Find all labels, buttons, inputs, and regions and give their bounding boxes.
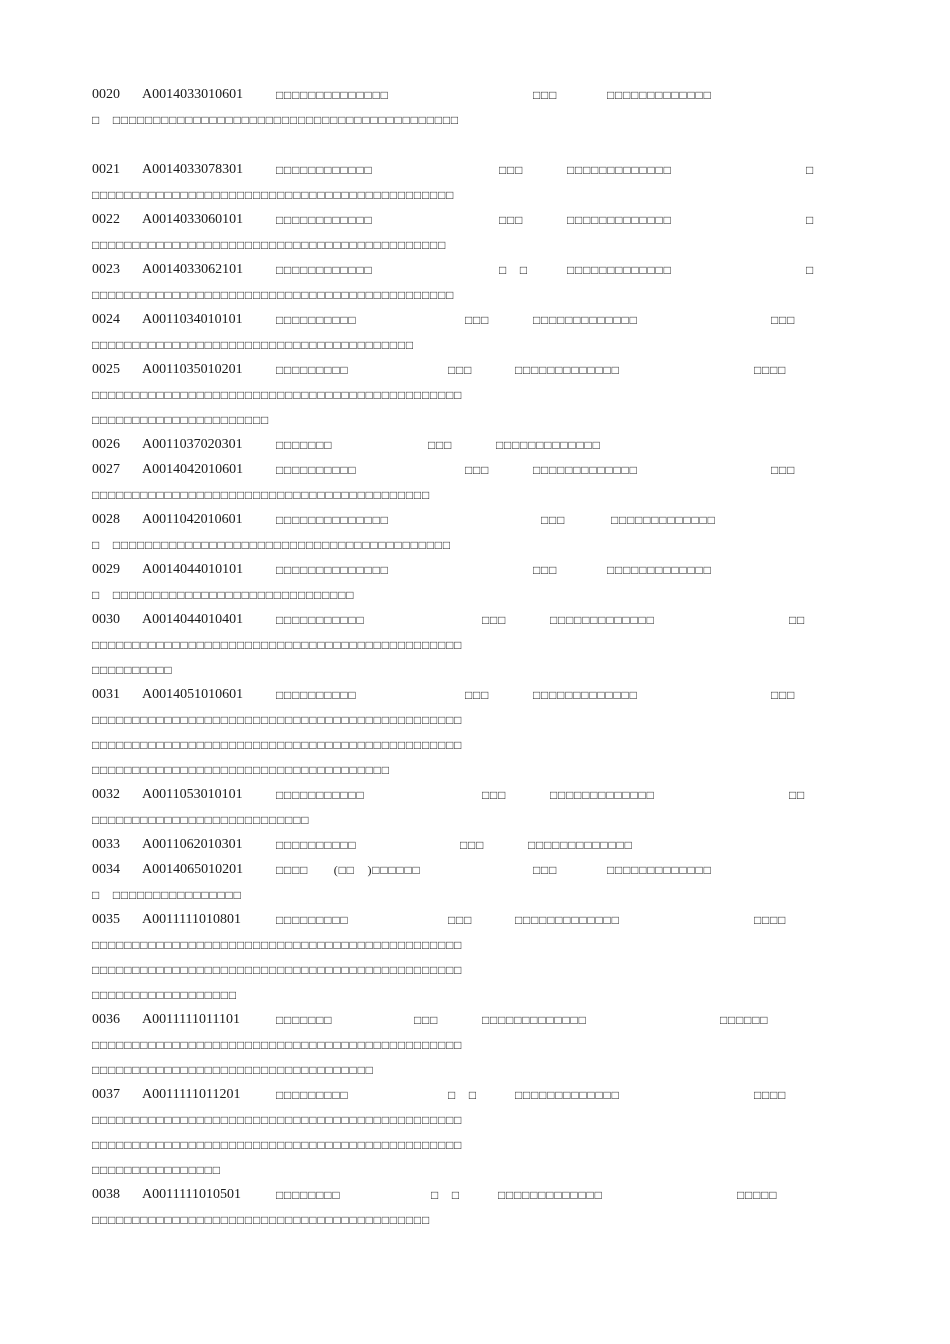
- record-name: □□□□□□□: [276, 1013, 333, 1027]
- record-tail: □: [806, 213, 815, 227]
- record-name: □□□□□□□□□: [276, 1088, 349, 1102]
- record-tail: □: [806, 163, 815, 177]
- record-continuation-text: □□□□□□□□□□□□□□□□□□□□□□□□□□□□□□□□□□□□□□□□□□□□□□: [92, 388, 463, 402]
- record-line: [92, 1084, 822, 1106]
- record-continuation-text: □□□□□□□□□□□□□□□□□□□□□□□□□□□□□□□□□□□□□□□□□□□□□□: [92, 963, 463, 977]
- record-name: □□□□□□□□□□□: [276, 788, 365, 802]
- record-continuation-line: [92, 584, 822, 606]
- record-tail: □□□□: [754, 1088, 787, 1102]
- record-unit: □□□: [533, 863, 558, 877]
- record-continuation-line: [92, 659, 822, 681]
- record-description: □□□□□□□□□□□□□: [607, 88, 712, 102]
- record-continuation-text: □□□□□□□□□□□□□□□□□□□□□□□□□□□□□□□□□□□□□□□□□□: [92, 488, 431, 502]
- record-line: [92, 909, 822, 931]
- record-code: A0014044010101: [142, 562, 244, 577]
- record-description: □□□□□□□□□□□□□: [550, 613, 655, 627]
- record-code: A0011034010101: [142, 312, 243, 327]
- record-name: □□□□□□□□□: [276, 913, 349, 927]
- record-continuation-text: □□□□□□□□□□□□□□□□□□□□□□□□□□□□□□□□□□□□□□□□□□□□: [92, 238, 447, 252]
- record-continuation-text: □□□□□□□□□□□□□□□□□□□□□□□□□□□□□□□□□□□□□□□□□□□□□□: [92, 1113, 463, 1127]
- record-description: □□□□□□□□□□□□□: [611, 513, 716, 527]
- record-unit: □□□: [533, 88, 558, 102]
- record-name: □□□□□□□□: [276, 1188, 341, 1202]
- record-continuation-text: □□□□□□□□□□□□□□□□□□□□□□□□□□□□□□□□□□□□□: [92, 763, 390, 777]
- record-line: [92, 84, 822, 106]
- record-name: □□□□ (□□ )□□□□□□: [276, 863, 421, 877]
- record-continuation-line: [92, 934, 822, 956]
- record-name: □□□□□□□□□□□□: [276, 263, 373, 277]
- record-tail: □□□□□□: [720, 1013, 769, 1027]
- record-unit: □ □: [499, 263, 528, 277]
- record-description: □□□□□□□□□□□□□: [515, 1088, 620, 1102]
- record-number: 0034: [92, 862, 120, 877]
- record-continuation-line: [92, 284, 822, 306]
- record-unit: □ □: [431, 1188, 460, 1202]
- record-name: □□□□□□□□□□: [276, 838, 357, 852]
- record-unit: □□□: [448, 913, 473, 927]
- record-number: 0032: [92, 787, 120, 802]
- record-continuation-line: [92, 184, 822, 206]
- record-description: □□□□□□□□□□□□□: [533, 313, 638, 327]
- record-number: 0027: [92, 462, 120, 477]
- record-description: □□□□□□□□□□□□□: [607, 563, 712, 577]
- record-code: A0014033062101: [142, 262, 244, 277]
- record-tail: □□□: [771, 688, 796, 702]
- record-number: 0031: [92, 687, 120, 702]
- record-continuation-text: □□□□□□□□□□□□□□□□□□: [92, 988, 237, 1002]
- record-tail: □□□□□: [737, 1188, 778, 1202]
- record-description: □□□□□□□□□□□□□: [482, 1013, 587, 1027]
- record-unit: □□□: [460, 838, 485, 852]
- record-tail: □□: [789, 788, 806, 802]
- record-continuation-text: □□□□□□□□□□□□□□□□□□□□□□□□□□□□□□□□□□□□□□□□: [92, 338, 414, 352]
- record-line: [92, 309, 822, 331]
- record-description: □□□□□□□□□□□□□: [550, 788, 655, 802]
- record-name: □□□□□□□□□□: [276, 313, 357, 327]
- record-number: 0037: [92, 1087, 120, 1102]
- record-continuation-text: □□□□□□□□□□□□□□□□□□□□□□□□□□□□□□□□□□□: [92, 1063, 374, 1077]
- record-code: A0011111011101: [142, 1012, 240, 1027]
- record-unit: □□□: [499, 163, 524, 177]
- record-continuation-line: [92, 409, 822, 431]
- record-description: □□□□□□□□□□□□□: [528, 838, 633, 852]
- record-continuation-text: □□□□□□□□□□□□□□□□□□□□□□□□□□□□□□□□□□□□□□□□□□□□□□: [92, 1138, 463, 1152]
- record-code: A0014033078301: [142, 162, 244, 177]
- record-number: 0026: [92, 437, 120, 452]
- record-continuation-text: □□□□□□□□□□□□□□□□□□□□□□□□□□□□□□□□□□□□□□□□□□□□□□: [92, 638, 463, 652]
- record-description: □□□□□□□□□□□□□: [496, 438, 601, 452]
- record-line: [92, 359, 822, 381]
- record-number: 0028: [92, 512, 120, 527]
- record-code: A0011111010801: [142, 912, 242, 927]
- record-code: A0011111011201: [142, 1087, 241, 1102]
- record-continuation-line: [92, 709, 822, 731]
- record-number: 0035: [92, 912, 120, 927]
- record-number: 0020: [92, 87, 120, 102]
- record-continuation-line: [92, 959, 822, 981]
- record-tail: □: [806, 263, 815, 277]
- record-continuation-text: □□□□□□□□□□□□□□□□□□□□□□□□□□□□□□□□□□□□□□□□□□: [92, 1213, 431, 1227]
- record-name: □□□□□□□□□□□□□□: [276, 563, 389, 577]
- record-code: A0011062010301: [142, 837, 243, 852]
- record-description: □□□□□□□□□□□□□: [515, 913, 620, 927]
- record-code: A0014065010201: [142, 862, 244, 877]
- record-description: □□□□□□□□□□□□□: [607, 863, 712, 877]
- record-continuation-line: [92, 884, 822, 906]
- record-continuation-line: [92, 634, 822, 656]
- record-continuation-text: □ □□□□□□□□□□□□□□□□□□□□□□□□□□□□□□□□□□□□□□□□□□□: [92, 113, 459, 127]
- record-line: [92, 509, 822, 531]
- record-code: A0014033010601: [142, 87, 244, 102]
- record-unit: □□□: [482, 788, 507, 802]
- record-continuation-text: □ □□□□□□□□□□□□□□□□□□□□□□□□□□□□□□: [92, 588, 355, 602]
- record-continuation-text: □□□□□□□□□□□□□□□□□□□□□□□□□□□□□□□□□□□□□□□□□□□□□: [92, 188, 455, 202]
- record-line: [92, 559, 822, 581]
- record-code: A0011053010101: [142, 787, 243, 802]
- record-number: 0030: [92, 612, 120, 627]
- record-unit: □□□: [465, 463, 490, 477]
- record-line: [92, 784, 822, 806]
- record-unit: □□□: [499, 213, 524, 227]
- record-name: □□□□□□□□□□□□: [276, 163, 373, 177]
- record-line: [92, 609, 822, 631]
- record-continuation-line: [92, 809, 822, 831]
- record-number: 0023: [92, 262, 120, 277]
- record-name: □□□□□□□□□□□□□□: [276, 513, 389, 527]
- record-line: [92, 859, 822, 881]
- record-number: 0024: [92, 312, 120, 327]
- record-code: A0014051010601: [142, 687, 244, 702]
- record-code: A0011042010601: [142, 512, 243, 527]
- record-code: A0014042010601: [142, 462, 244, 477]
- record-continuation-line: [92, 1159, 822, 1181]
- record-unit: □□□: [448, 363, 473, 377]
- record-continuation-line: [92, 984, 822, 1006]
- record-continuation-text: □□□□□□□□□□□□□□□□: [92, 1163, 221, 1177]
- record-unit: □□□: [465, 313, 490, 327]
- record-line: [92, 434, 822, 456]
- record-continuation-text: □ □□□□□□□□□□□□□□□□□□□□□□□□□□□□□□□□□□□□□□□□□□: [92, 538, 451, 552]
- record-line: [92, 159, 822, 181]
- record-continuation-line: [92, 234, 822, 256]
- record-continuation-line: [92, 1134, 822, 1156]
- record-continuation-line: [92, 1059, 822, 1081]
- record-code: A0014044010401: [142, 612, 244, 627]
- record-unit: □□□: [428, 438, 453, 452]
- record-name: □□□□□□□: [276, 438, 333, 452]
- record-continuation-line: [92, 334, 822, 356]
- record-unit: □□□: [465, 688, 490, 702]
- record-unit: □□□: [541, 513, 566, 527]
- record-line: [92, 1009, 822, 1031]
- record-description: □□□□□□□□□□□□□: [533, 688, 638, 702]
- record-description: □□□□□□□□□□□□□: [515, 363, 620, 377]
- record-number: 0038: [92, 1187, 120, 1202]
- record-name: □□□□□□□□□□: [276, 463, 357, 477]
- record-tail: □□□□: [754, 363, 787, 377]
- record-continuation-text: □□□□□□□□□□□□□□□□□□□□□□□□□□□□□□□□□□□□□□□□□□□□□: [92, 288, 455, 302]
- record-continuation-line: [92, 1109, 822, 1131]
- record-name: □□□□□□□□□□□: [276, 613, 365, 627]
- record-number: 0022: [92, 212, 120, 227]
- record-continuation-line: [92, 1034, 822, 1056]
- record-unit: □□□: [414, 1013, 439, 1027]
- record-unit: □□□: [533, 563, 558, 577]
- record-line: [92, 459, 822, 481]
- record-number: 0033: [92, 837, 120, 852]
- record-number: 0021: [92, 162, 120, 177]
- record-continuation-line: [92, 1209, 822, 1231]
- record-continuation-line: [92, 384, 822, 406]
- record-continuation-line: [92, 534, 822, 556]
- record-description: □□□□□□□□□□□□□: [498, 1188, 603, 1202]
- record-continuation-text: □ □□□□□□□□□□□□□□□□: [92, 888, 242, 902]
- record-continuation-line: [92, 734, 822, 756]
- record-line: [92, 259, 822, 281]
- record-continuation-text: □□□□□□□□□□□□□□□□□□□□□□□□□□□□□□□□□□□□□□□□□□□□□□: [92, 1038, 463, 1052]
- record-description: □□□□□□□□□□□□□: [567, 163, 672, 177]
- record-unit: □□□: [482, 613, 507, 627]
- record-tail: □□□□: [754, 913, 787, 927]
- record-description: □□□□□□□□□□□□□: [567, 263, 672, 277]
- record-continuation-text: □□□□□□□□□□□□□□□□□□□□□□□□□□□□□□□□□□□□□□□□□□□□□□: [92, 738, 463, 752]
- record-name: □□□□□□□□□□□□□□: [276, 88, 389, 102]
- record-line: [92, 684, 822, 706]
- record-name: □□□□□□□□□: [276, 363, 349, 377]
- record-continuation-line: [92, 109, 822, 131]
- record-code: A0011035010201: [142, 362, 243, 377]
- record-tail: □□□: [771, 463, 796, 477]
- record-line: [92, 834, 822, 856]
- record-continuation-text: □□□□□□□□□□□□□□□□□□□□□□: [92, 413, 270, 427]
- record-continuation-text: □□□□□□□□□□□□□□□□□□□□□□□□□□□□□□□□□□□□□□□□□□□□□□: [92, 938, 463, 952]
- record-description: □□□□□□□□□□□□□: [567, 213, 672, 227]
- record-number: 0029: [92, 562, 120, 577]
- record-continuation-text: □□□□□□□□□□: [92, 663, 173, 677]
- record-name: □□□□□□□□□□: [276, 688, 357, 702]
- record-continuation-text: □□□□□□□□□□□□□□□□□□□□□□□□□□□□□□□□□□□□□□□□□□□□□□: [92, 713, 463, 727]
- record-code: A0011037020301: [142, 437, 243, 452]
- record-description: □□□□□□□□□□□□□: [533, 463, 638, 477]
- record-code: A0011111010501: [142, 1187, 242, 1202]
- record-name: □□□□□□□□□□□□: [276, 213, 373, 227]
- record-line: [92, 1184, 822, 1206]
- record-number: 0025: [92, 362, 120, 377]
- record-continuation-line: [92, 759, 822, 781]
- record-unit: □ □: [448, 1088, 477, 1102]
- record-tail: □□□: [771, 313, 796, 327]
- record-line: [92, 209, 822, 231]
- record-continuation-line: [92, 484, 822, 506]
- record-code: A0014033060101: [142, 212, 244, 227]
- record-tail: □□: [789, 613, 806, 627]
- record-number: 0036: [92, 1012, 120, 1027]
- record-continuation-text: □□□□□□□□□□□□□□□□□□□□□□□□□□□: [92, 813, 310, 827]
